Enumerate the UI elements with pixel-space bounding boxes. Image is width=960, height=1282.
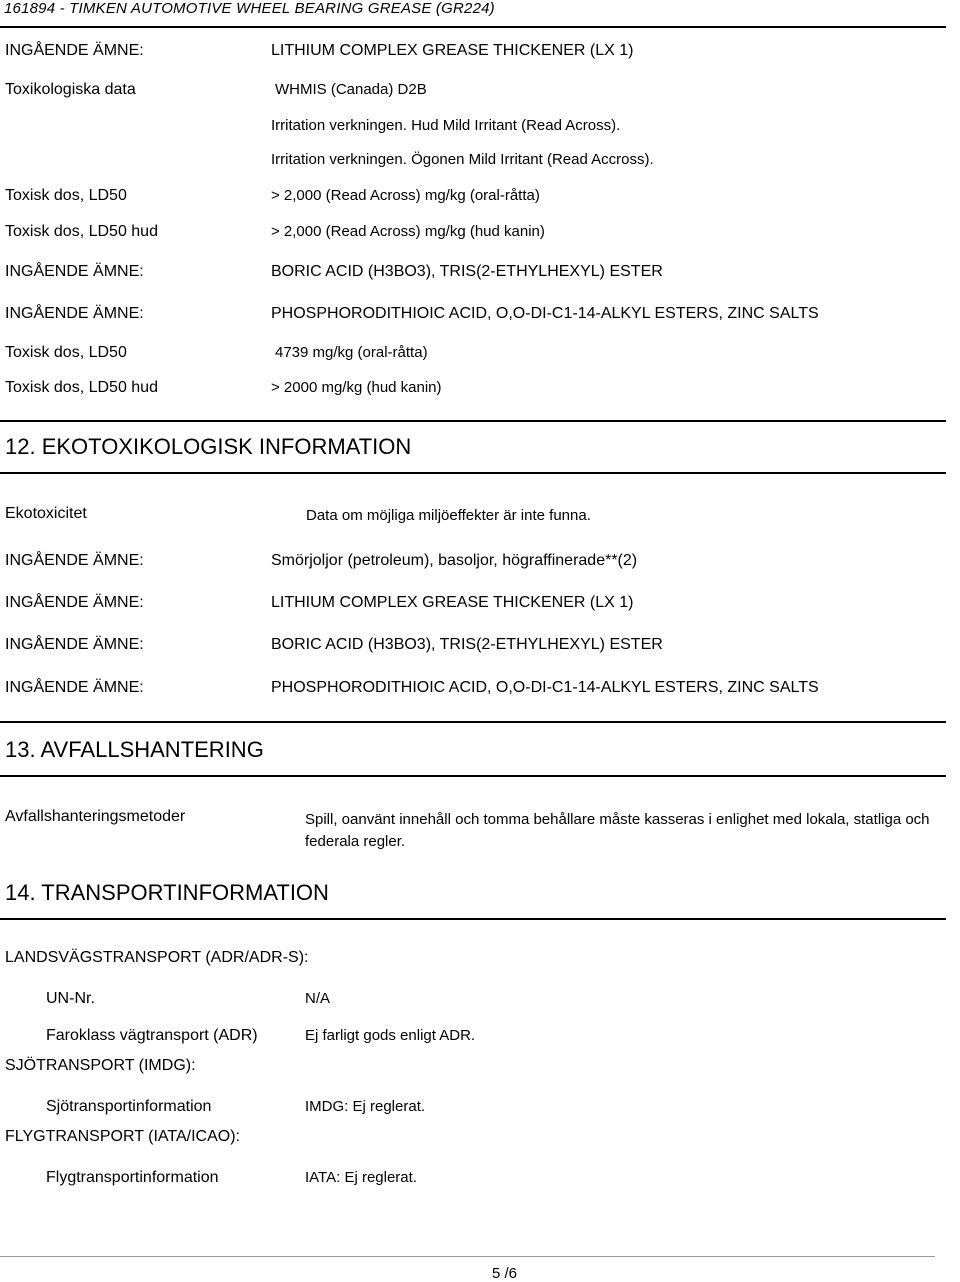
ld50-dermal-label: Toxisk dos, LD50 hud — [5, 223, 158, 240]
page-number: 5 /6 — [492, 1265, 518, 1282]
air-transport-heading: FLYGTRANSPORT (IATA/ICAO): — [5, 1128, 240, 1145]
adr-class-label: Faroklass vägtransport (ADR) — [46, 1027, 258, 1044]
section-13-title: 13. AVFALLSHANTERING — [5, 737, 264, 762]
component-label: INGÅENDE ÄMNE: — [5, 636, 144, 653]
section-rule — [0, 775, 946, 777]
section-rule — [0, 420, 946, 422]
component-value: PHOSPHORODITHIOIC ACID, O,O-DI-C1-14-ALKYL ESTERS, ZINC SALTS — [271, 305, 819, 322]
document-header-title: 161894 - TIMKEN AUTOMOTIVE WHEEL BEARING GREASE (GR224) — [4, 0, 495, 17]
skin-irritation-value: Irritation verkningen. Hud Mild Irritant (Read Across). — [271, 117, 621, 134]
component-value: LITHIUM COMPLEX GREASE THICKENER (LX 1) — [271, 594, 634, 611]
component-label: INGÅENDE ÄMNE: — [5, 305, 144, 322]
section-rule — [0, 472, 946, 474]
component-label: INGÅENDE ÄMNE: — [5, 263, 144, 280]
whmis-value: WHMIS (Canada) D2B — [275, 81, 427, 98]
section-14-title: 14. TRANSPORTINFORMATION — [5, 880, 329, 905]
footer-rule — [0, 1256, 935, 1257]
section-rule — [0, 721, 946, 723]
disposal-methods-value: Spill, oanvänt innehåll och tomma behållare måste kasseras i enlighet med lokala, statliga och federala regler. — [305, 811, 930, 850]
air-transport-info-value: IATA: Ej reglerat. — [305, 1169, 417, 1186]
header-rule — [0, 26, 946, 28]
component-label: INGÅENDE ÄMNE: — [5, 42, 144, 59]
component-value: LITHIUM COMPLEX GREASE THICKENER (LX 1) — [271, 42, 634, 59]
ld50-dermal-value: > 2,000 (Read Across) mg/kg (hud kanin) — [271, 223, 545, 240]
component-label: INGÅENDE ÄMNE: — [5, 594, 144, 611]
air-transport-info-label: Flygtransportinformation — [46, 1169, 219, 1186]
eye-irritation-value: Irritation verkningen. Ögonen Mild Irritant (Read Accross). — [271, 151, 654, 168]
ld50-oral-value: 4739 mg/kg (oral-råtta) — [275, 344, 428, 361]
component-value: Smörjoljor (petroleum), basoljor, högraffinerade**(2) — [271, 552, 638, 569]
section-12-title: 12. EKOTOXIKOLOGISK INFORMATION — [5, 434, 412, 459]
component-value: BORIC ACID (H3BO3), TRIS(2-ETHYLHEXYL) ESTER — [271, 263, 663, 280]
toxicology-data-label: Toxikologiska data — [5, 81, 136, 98]
ecotoxicity-value: Data om möjliga miljöeffekter är inte funna. — [306, 507, 591, 524]
road-transport-heading: LANDSVÄGSTRANSPORT (ADR/ADR-S): — [5, 949, 309, 966]
component-label: INGÅENDE ÄMNE: — [5, 679, 144, 696]
component-value: BORIC ACID (H3BO3), TRIS(2-ETHYLHEXYL) ESTER — [271, 636, 663, 653]
un-number-label: UN-Nr. — [46, 990, 95, 1007]
ld50-dermal-value: > 2000 mg/kg (hud kanin) — [271, 379, 442, 396]
sea-transport-info-label: Sjötransportinformation — [46, 1098, 212, 1115]
adr-class-value: Ej farligt gods enligt ADR. — [305, 1027, 476, 1044]
ld50-oral-label: Toxisk dos, LD50 — [5, 187, 127, 204]
un-number-value: N/A — [305, 990, 331, 1007]
disposal-methods-label: Avfallshanteringsmetoder — [5, 808, 186, 825]
ecotoxicity-label: Ekotoxicitet — [5, 505, 87, 522]
sea-transport-info-value: IMDG: Ej reglerat. — [305, 1098, 426, 1115]
ld50-oral-value: > 2,000 (Read Across) mg/kg (oral-råtta) — [271, 187, 540, 204]
ld50-dermal-label: Toxisk dos, LD50 hud — [5, 379, 158, 396]
sea-transport-heading: SJÖTRANSPORT (IMDG): — [5, 1057, 196, 1074]
section-rule — [0, 918, 946, 920]
component-value: PHOSPHORODITHIOIC ACID, O,O-DI-C1-14-ALKYL ESTERS, ZINC SALTS — [271, 679, 819, 696]
ld50-oral-label: Toxisk dos, LD50 — [5, 344, 127, 361]
component-label: INGÅENDE ÄMNE: — [5, 552, 144, 569]
